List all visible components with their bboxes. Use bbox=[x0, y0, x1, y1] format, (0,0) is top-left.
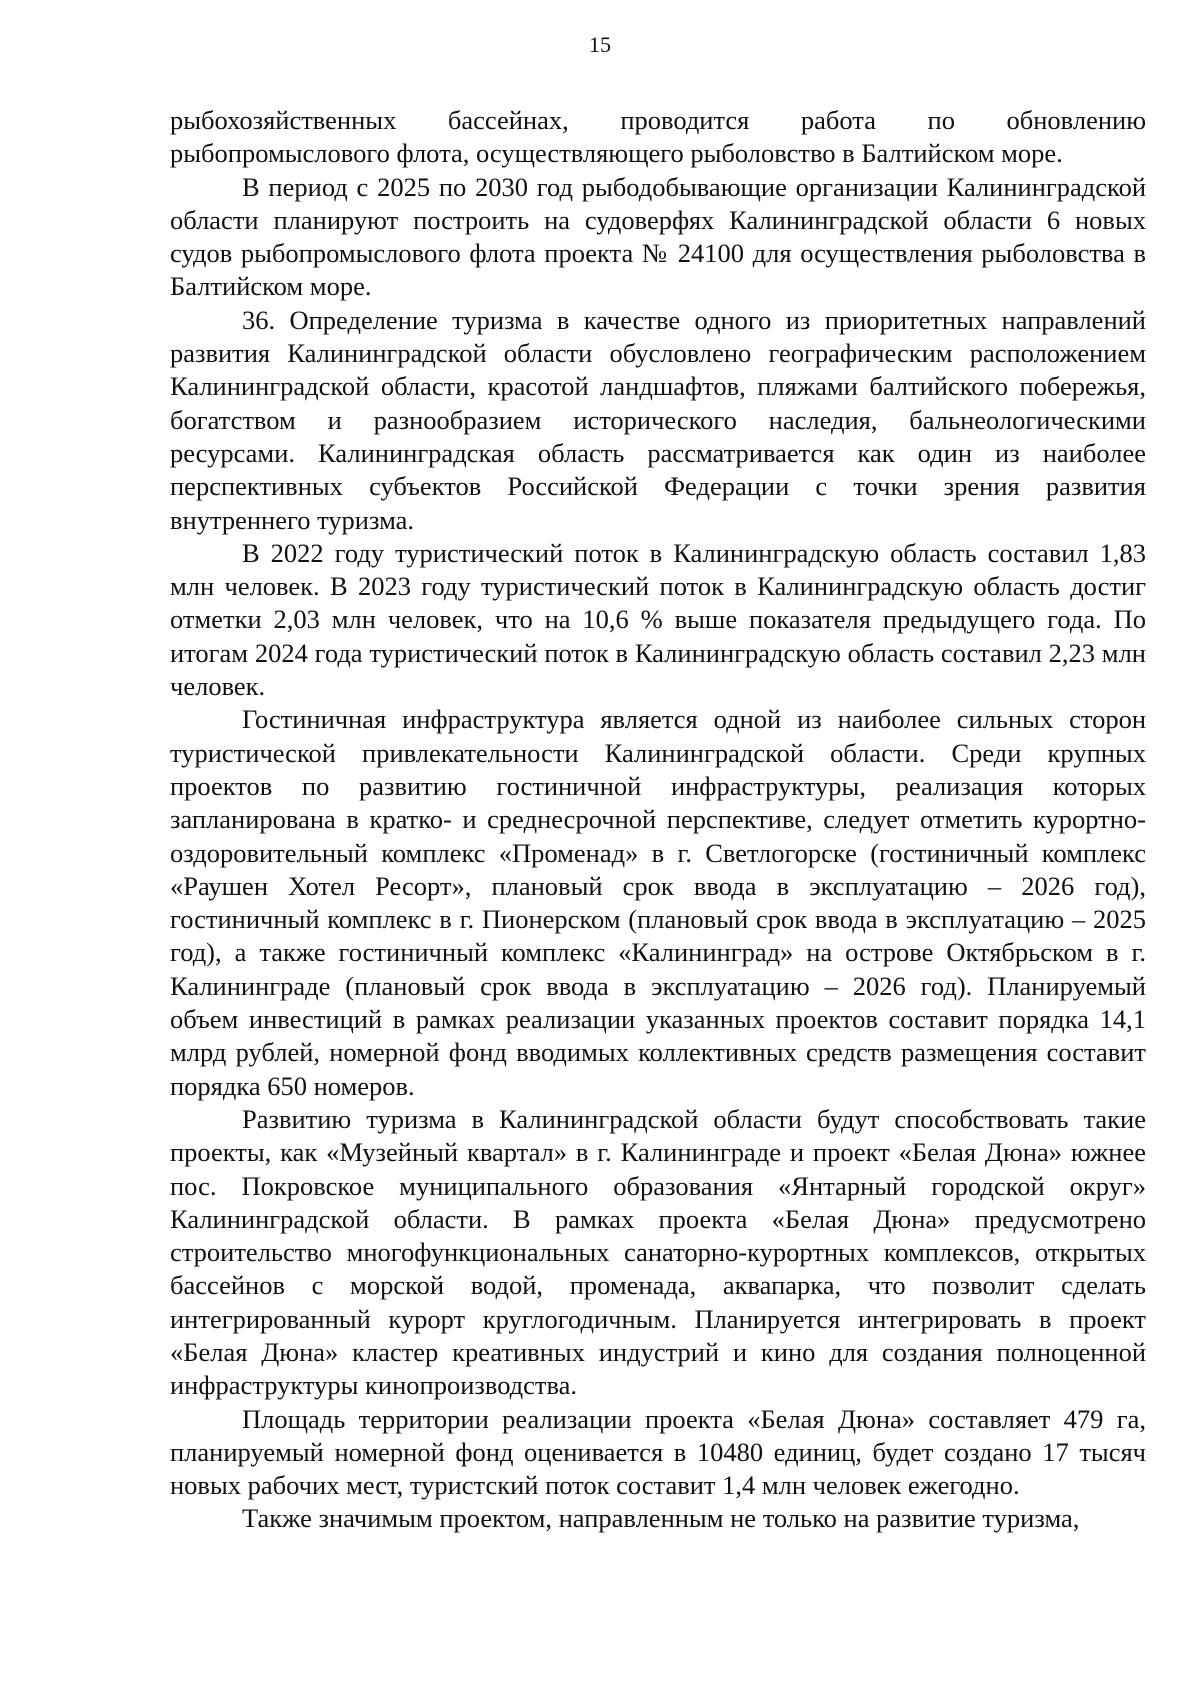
page-number: 15 bbox=[589, 32, 611, 57]
paragraph-tourist-flow: В 2022 году туристический поток в Калининградскую область составил 1,83 млн человек. В 2023 году туристический поток в Калининградскую область достиг отметки 2,03 млн человек, что на 10,6 % выше показателя предыдущего года. По итогам 2024 года туристический поток в Калининградскую область составил 2,23 млн человек. bbox=[170, 537, 1146, 702]
paragraph-continued: Также значимым проектом, направленным не только на развитие туризма, bbox=[242, 1503, 1080, 1534]
paragraph-white-dune-area: Площадь территории реализации проекта «Белая Дюна» составляет 479 га, планируемый номерной фонд оценивается в 10480 единиц, будет создано 17 тысяч новых рабочих мест, туристский поток составит 1,4 млн человек ежегодно. bbox=[170, 1403, 1146, 1501]
paragraph-tourism-projects: Развитию туризма в Калининградской области будут способствовать такие проекты, как «Музейный квартал» в г. Калининграде и проект «Белая Дюна» южнее пос. Покровское муниципального образования «Янтарный городской округ» Калининградской области. В рамках проекта «Белая Дюна» предусмотрено строительство многофункциональных санаторно-курортных комплексов, открытых бассейнов с морской водой, променада, аквапарка, что позволит сделать интегрированный курорт круглогодичным. Планируется интегрировать в проект «Белая Дюна» кластер креативных индустрий и кино для создания полноценной инфраструктуры кинопроизводства. bbox=[170, 1103, 1146, 1401]
paragraph-hotel-infrastructure: Гостиничная инфраструктура является одной из наиболее сильных сторон туристической привлекательности Калининградской области. Среди крупных проектов по развитию гостиничной инфраструктуры, реализация которых запланирована в кратко- и среднесрочной перспективе, следует отметить курортно-оздоровительный комплекс «Променад» в г. Светлогорске (гостиничный комплекс «Раушен Хотел Ресорт», плановый срок ввода в эксплуатацию – 2026 год), гостиничный комплекс в г. Пионерском (плановый срок ввода в эксплуатацию – 2025 год), а также гостиничный комплекс «Калининград» на острове Октябрьском в г. Калининграде (плановый срок ввода в эксплуатацию – 2026 год). Планируемый объем инвестиций в рамках реализации указанных проектов составит порядка 14,1 млрд рублей, номерной фонд вводимых коллективных средств размещения составит порядка 650 номеров. bbox=[170, 704, 1146, 1101]
paragraph-tourism-priority: 36. Определение туризма в качестве одного из приоритетных направлений развития Калининградской области обусловлено географическим расположением Калининградской области, красотой ландшафтов, пляжами балтийского побережья, богатством и разнообразием исторического наследия, бальнеологическими ресурсами. Калининградская область рассматривается как один из наиболее перспективных субъектов Российской Федерации с точки зрения развития внутреннего туризма. bbox=[170, 304, 1146, 535]
paragraph-new-vessels: В период с 2025 по 2030 год рыбодобывающие организации Калининградской области планируют построить на судоверфях Калининградской области 6 новых судов рыбопромыслового флота проекта № 24100 для осуществления рыболовства в Балтийском море. bbox=[170, 171, 1146, 302]
paragraph-fleet-renewal: рыбохозяйственных бассейнах, проводится работа по обновлению рыбопромыслового флота, осуществляющего рыболовство в Балтийском море. bbox=[170, 105, 1146, 169]
document-body bbox=[170, 104, 1146, 1536]
